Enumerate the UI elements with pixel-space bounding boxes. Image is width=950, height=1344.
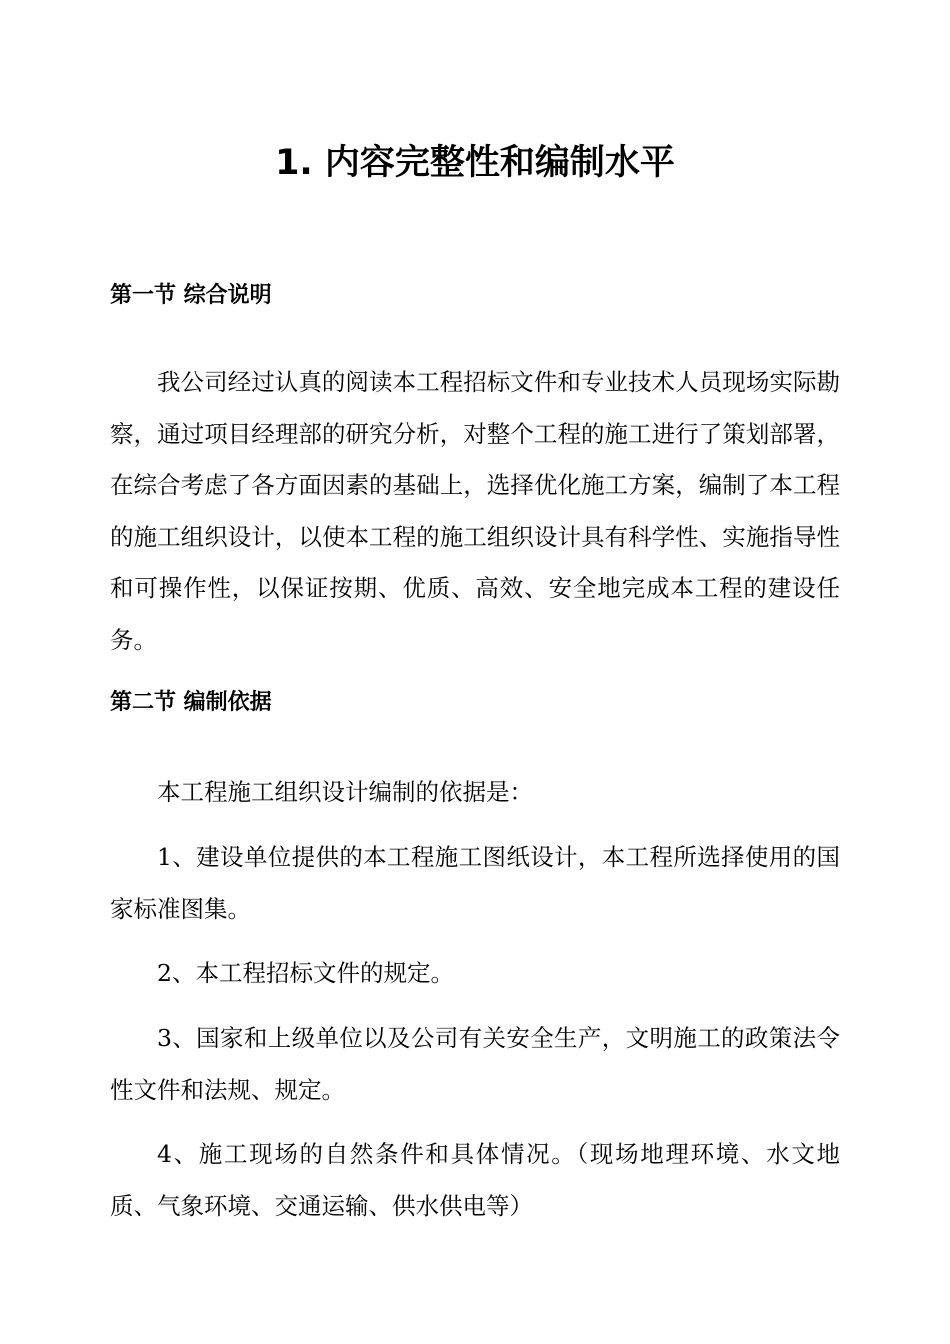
paragraph-basis-item-2: 2、本工程招标文件的规定。 [157, 959, 454, 987]
paragraph-basis-item-4: 4、施工现场的自然条件和具体情况。（现场地理环境、水文地质、气象环境、交通运输、供水供电等） [110, 1140, 840, 1220]
paragraph-basis-item-1: 1、建设单位提供的本工程施工图纸设计，本工程所选择使用的国家标准图集。 [110, 843, 840, 923]
section-heading-overview: 第一节 综合说明 [110, 283, 272, 308]
paragraph-basis-intro: 本工程施工组织设计编制的依据是： [157, 778, 533, 806]
section-heading-basis: 第二节 编制依据 [110, 690, 272, 715]
document-title: 1. 内容完整性和编制水平 [275, 143, 675, 183]
paragraph-basis-item-3: 3、国家和上级单位以及公司有关安全生产，文明施工的政策法令性文件和法规、规定。 [110, 1024, 840, 1104]
paragraph-overview: 我公司经过认真的阅读本工程招标文件和专业技术人员现场实际勘察，通过项目经理部的研究分析，对整个工程的施工进行了策划部署，在综合考虑了各方面因素的基础上，选择优化施工方案，编制了本工程的施工组织设计，以使本工程的施工组织设计具有科学性、实施指导性和可操作性，以保证按期、优质、高效、安全地完成本工程的建设任务。 [110, 368, 840, 654]
